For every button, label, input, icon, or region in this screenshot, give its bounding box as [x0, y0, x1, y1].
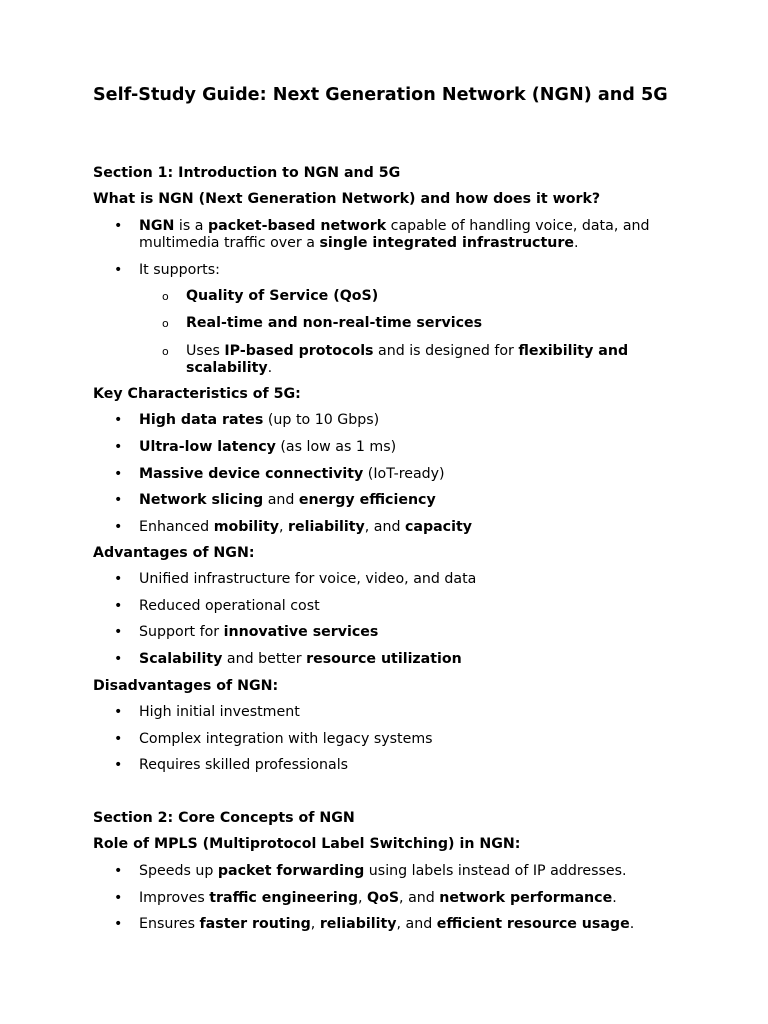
bullet-icon: • — [114, 704, 123, 720]
list-item-text: High data rates (up to 10 Gbps) — [139, 412, 380, 428]
advantages-heading: Advantages of NGN: — [93, 545, 255, 561]
list-item-text: Support for innovative services — [139, 624, 379, 640]
list-item-text: Ensures faster routing, reliability, and efficient resource usage. — [139, 916, 635, 932]
list-item-text: Scalability and better resource utilization — [139, 651, 462, 667]
list-item-text: Network slicing and energy efficiency — [139, 492, 436, 508]
bullet-icon: • — [114, 519, 123, 535]
bullet-icon: • — [114, 492, 123, 508]
bullet-icon: • — [114, 218, 123, 234]
section-2-heading: Section 2: Core Concepts of NGN — [93, 810, 355, 826]
sub-bullet-icon: o — [162, 317, 169, 330]
list-item-text: Massive device connectivity (IoT-ready) — [139, 466, 445, 482]
disadvantages-heading: Disadvantages of NGN: — [93, 678, 279, 694]
list-item-text: It supports: — [139, 262, 220, 278]
sub-list-item-text: Quality of Service (QoS) — [186, 288, 379, 304]
mpls-heading: Role of MPLS (Multiprotocol Label Switching) in NGN: — [93, 836, 521, 852]
bullet-icon: • — [114, 439, 123, 455]
bullet-icon: • — [114, 466, 123, 482]
bullet-icon: • — [114, 890, 123, 906]
bullet-icon: • — [114, 916, 123, 932]
sub-list-item-text: Real-time and non-real-time services — [186, 315, 483, 331]
document-title: Self-Study Guide: Next Generation Network (NGN) and 5G — [93, 85, 668, 105]
list-item-text: Enhanced mobility, reliability, and capacity — [139, 519, 472, 535]
list-item-text: Ultra-low latency (as low as 1 ms) — [139, 439, 397, 455]
bullet-icon: • — [114, 757, 123, 773]
list-item-text: NGN is a packet-based network capable of handling voice, data, and multimedia traffic over a single integrated infrastructure. — [139, 218, 650, 251]
list-item-text: Unified infrastructure for voice, video, and data — [139, 571, 477, 587]
bullet-icon: • — [114, 571, 123, 587]
sub-bullet-icon: o — [162, 345, 169, 358]
bullet-icon: • — [114, 262, 123, 278]
list-item-text: Requires skilled professionals — [139, 757, 349, 773]
list-item-text: Speeds up packet forwarding using labels instead of IP addresses. — [139, 863, 627, 879]
key-5g-heading: Key Characteristics of 5G: — [93, 386, 301, 402]
list-item-text: Reduced operational cost — [139, 598, 320, 614]
list-item-text: High initial investment — [139, 704, 300, 720]
bullet-icon: • — [114, 598, 123, 614]
what-is-ngn-heading: What is NGN (Next Generation Network) and how does it work? — [93, 191, 601, 207]
list-item-text: Complex integration with legacy systems — [139, 731, 433, 747]
bullet-icon: • — [114, 731, 123, 747]
section-1-heading: Section 1: Introduction to NGN and 5G — [93, 165, 401, 181]
sub-bullet-icon: o — [162, 290, 169, 303]
bullet-icon: • — [114, 651, 123, 667]
bullet-icon: • — [114, 624, 123, 640]
list-item-text: Improves traffic engineering, QoS, and network performance. — [139, 890, 617, 906]
sub-list-item-text: Uses IP-based protocols and is designed for flexibility and scalability. — [186, 343, 629, 376]
bullet-icon: • — [114, 412, 123, 428]
bullet-icon: • — [114, 863, 123, 879]
